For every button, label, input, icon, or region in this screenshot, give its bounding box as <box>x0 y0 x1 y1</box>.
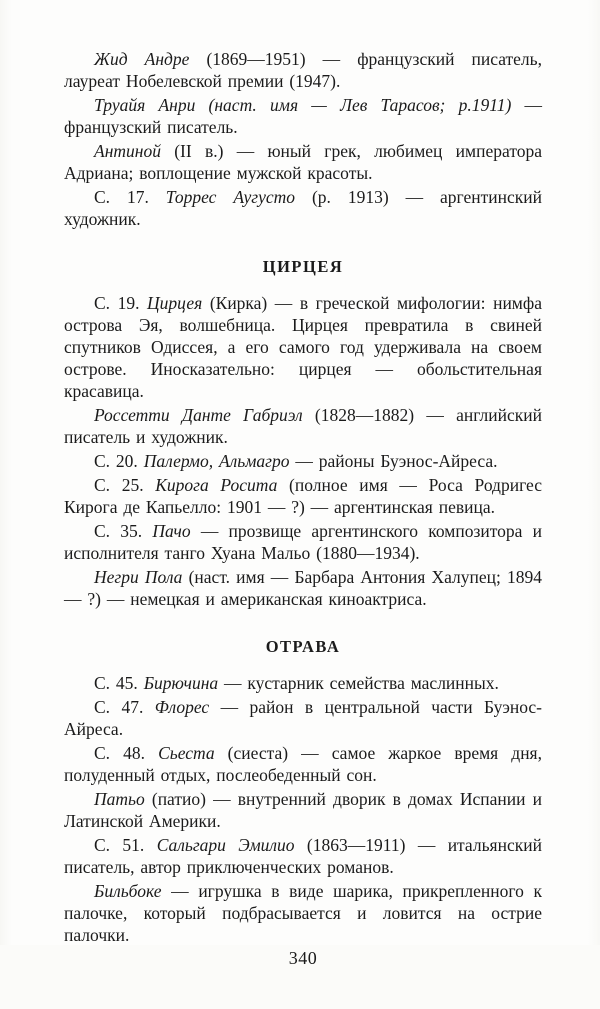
entry-term: Бирючина <box>143 673 219 693</box>
entry-term: Бильбоке <box>94 881 162 901</box>
entry <box>64 292 542 402</box>
entry-term: Негри Пола <box>94 567 183 587</box>
entry <box>64 566 542 610</box>
commentary-text <box>64 48 542 948</box>
entry-term: Сальгари Эмилио <box>156 835 295 855</box>
entry-term: Палермо, Альмагро <box>143 451 290 471</box>
entry-text: — районы Буэнос-Айреса. <box>289 451 498 471</box>
page-number: 340 <box>288 948 318 968</box>
entry-term: Торрес Аугусто <box>165 187 296 207</box>
page-ref: С. 20. <box>94 451 144 471</box>
entry-text: (патио) — внутренний дворик в домах Испании и Латинской Америки. <box>64 789 542 831</box>
entry <box>64 140 542 184</box>
page-ref: С. 19. <box>94 293 148 313</box>
entry-text: (сиеста) — самое жаркое время дня, полуденный отдых, послеобеденный сон. <box>64 743 542 785</box>
entry-term: Флорес <box>154 697 210 717</box>
entry <box>64 520 542 564</box>
page-ref: С. 35. <box>94 521 153 541</box>
entry-text: (1863—1911) — итальянский писатель, автор приключенческих романов. <box>64 835 542 877</box>
entry-text: (Кирка) — в греческой мифологии: нимфа острова Эя, волшебница. Цирцея превратила в свиней спутников Одиссея, а его самого год удерживала на своем острове. Иносказательно: цирцея — обольстительная красавица. <box>64 293 542 401</box>
page-ref: С. 51. <box>94 835 157 855</box>
section-heading: ЦИРЦЕЯ <box>262 257 344 276</box>
entry <box>64 404 542 448</box>
entry <box>64 880 542 946</box>
entry-term: Труайя Анри (наст. имя — Лев Тарасов; р.1911) <box>94 95 512 115</box>
entry <box>64 450 542 472</box>
entry <box>64 834 542 878</box>
entry-term: Кирога Росита <box>155 475 278 495</box>
entry <box>64 94 542 138</box>
entry-text: — кустарник семейства маслинных. <box>218 673 499 693</box>
entry-text: — прозвище аргентинского композитора и исполнителя танго Хуана Мальо (1880—1934). <box>64 521 542 563</box>
page-ref: С. 17. <box>94 187 166 207</box>
entry-text: — игрушка в виде шарика, прикрепленного к палочке, который подбрасывается и ловится на острие палочки. <box>64 881 542 945</box>
page-ref: С. 45. <box>94 673 144 693</box>
entry <box>64 672 542 694</box>
entry-text: (1828—1882) — английский писатель и художник. <box>64 405 542 447</box>
entry <box>64 788 542 832</box>
entry <box>64 742 542 786</box>
entry-text: (полное имя — Роса Родригес Кирога де Капьелло: 1901 — ?) — аргентинская певица. <box>64 475 542 517</box>
entry-text: (1869—1951) — французский писатель, лауреат Нобелевской премии (1947). <box>64 49 543 91</box>
section-heading: ОТРАВА <box>265 637 341 656</box>
entry-term: Россетти Данте Габриэл <box>94 405 303 425</box>
entry-term: Жид Андре <box>94 49 190 69</box>
page-ref: С. 48. <box>94 743 159 763</box>
entry-text: — район в центральной части Буэнос-Айреса. <box>64 697 542 739</box>
entry <box>64 186 542 230</box>
page-ref: С. 47. <box>94 697 155 717</box>
entry <box>64 48 542 92</box>
entry-text: — французский писатель. <box>64 95 543 137</box>
entry-text: (р. 1913) — аргентинский художник. <box>64 187 542 229</box>
entry-text: (II в.) — юный грек, любимец императора Адриана; воплощение мужской красоты. <box>64 141 542 183</box>
entry <box>64 474 542 518</box>
entry-term: Сьеста <box>158 743 215 763</box>
entry-text: (наст. имя — Барбара Антония Халупец; 1894 — ?) — немецкая и американская киноактриса. <box>64 567 543 609</box>
entry-term: Патьо <box>94 789 145 809</box>
entry-term: Цирцея <box>147 293 203 313</box>
entry-term: Пачо <box>152 521 191 541</box>
page-ref: С. 25. <box>94 475 156 495</box>
entry <box>64 696 542 740</box>
entry-term: Антиной <box>94 141 161 161</box>
